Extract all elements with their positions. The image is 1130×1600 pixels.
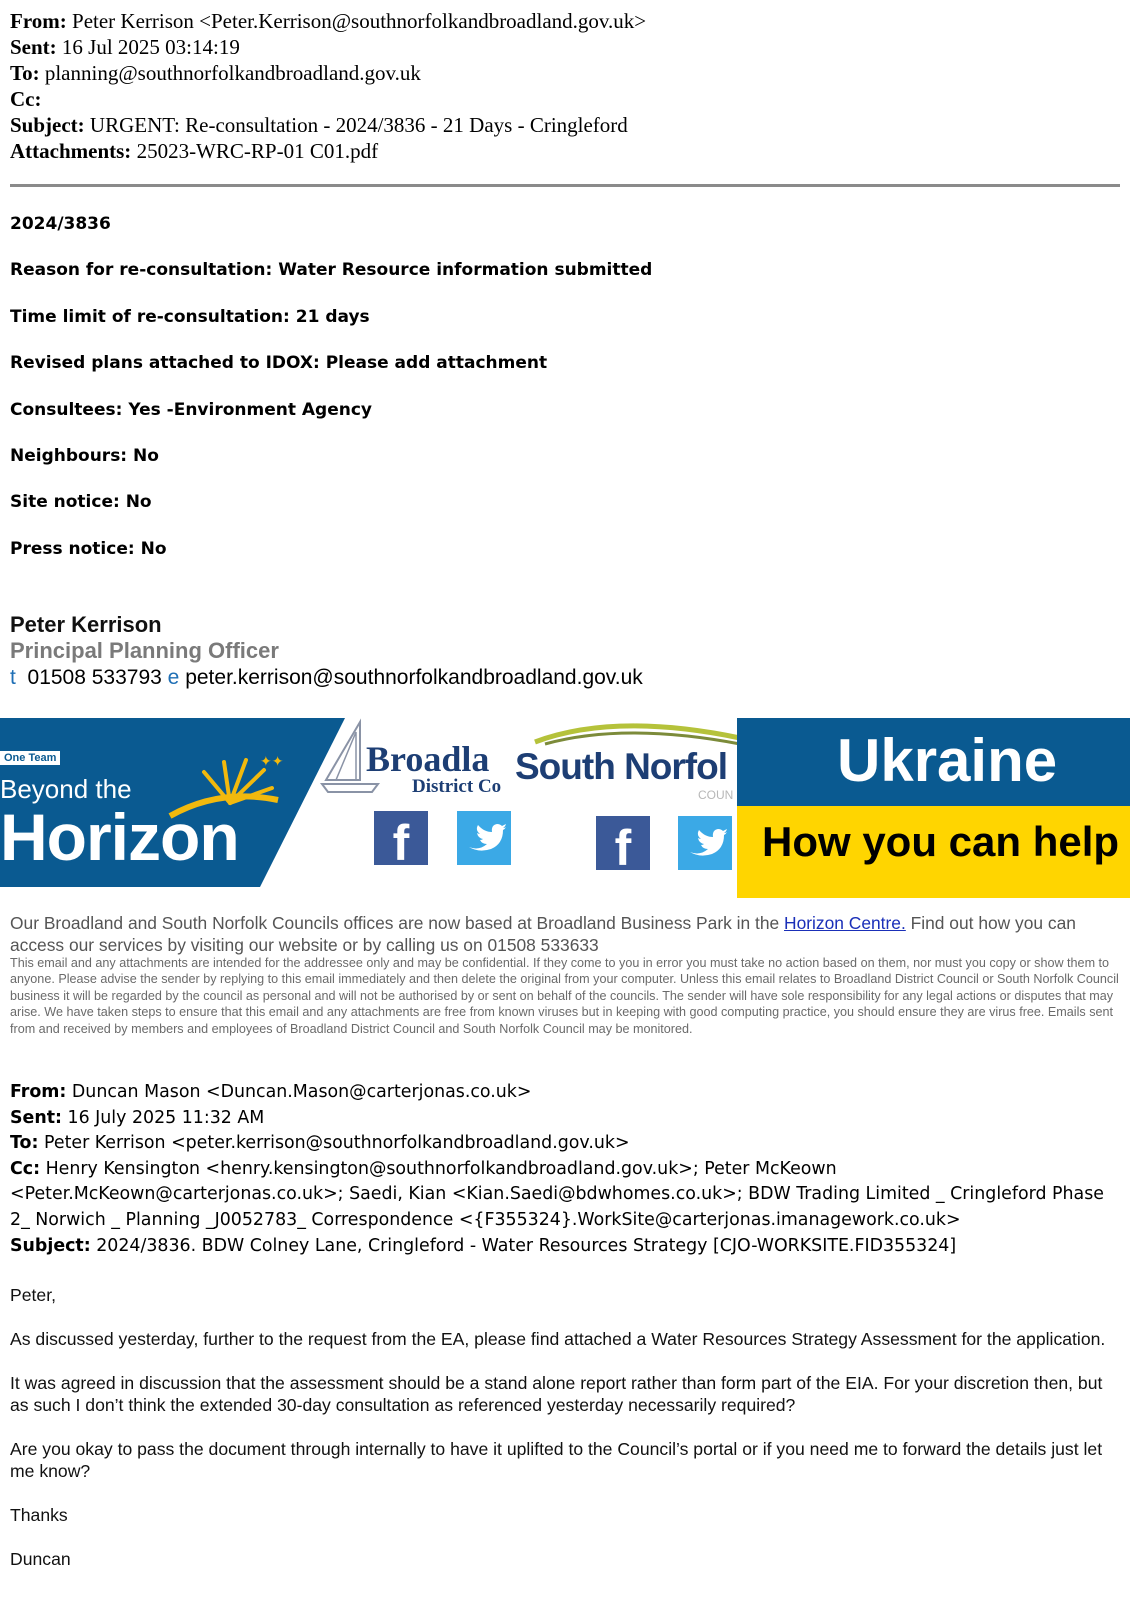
to-value[interactable]: planning@southnorfolkandbroadland.gov.uk	[44, 61, 421, 85]
to-row	[10, 60, 646, 86]
subject-row	[10, 1234, 1120, 1260]
email-signature	[10, 612, 643, 692]
broadland-wordmark: Broadla	[366, 739, 490, 779]
south-norfolk-subtitle: COUN	[698, 788, 734, 802]
south-norfolk-logo[interactable]	[515, 718, 740, 808]
from-value[interactable]: Duncan Mason <Duncan.Mason@carterjonas.co.uk>	[71, 1082, 532, 1102]
attachments-row	[10, 138, 646, 164]
phone-number[interactable]: 01508 533793	[27, 666, 162, 689]
signature-role: Principal Planning Officer	[10, 638, 279, 663]
time-limit-line: Time limit of re-consultation: 21 days	[10, 306, 370, 327]
broadland-subtitle: District Co	[412, 776, 502, 797]
press-notice-line: Press notice: No	[10, 538, 167, 559]
attachment-link[interactable]: 25023-WRC-RP-01 C01.pdf	[136, 139, 379, 163]
sent-row	[10, 1106, 1120, 1132]
paragraph-3: Are you okay to pass the document through internally to have it uplifted to the Council’s portal or if you need me to forward the details just let me know?	[10, 1439, 1103, 1481]
beyond-the-horizon-logo[interactable]	[0, 718, 345, 887]
subject-label: Subject:	[10, 113, 85, 137]
south-norfolk-wordmark: South Norfol	[515, 746, 728, 787]
south-norfolk-facebook-icon[interactable]: f	[596, 816, 650, 870]
cc-row	[10, 86, 646, 112]
from-row	[10, 1080, 1120, 1106]
svg-text:✦✦: ✦✦	[260, 753, 284, 769]
phone-label: t	[10, 666, 16, 689]
application-reference: 2024/3836	[10, 214, 111, 234]
subject-value: 2024/3836. BDW Colney Lane, Cringleford - Water Resources Strategy [CJO-WORKSITE.FID355324]	[96, 1235, 957, 1256]
reason-line: Reason for re-consultation: Water Resource information submitted	[10, 260, 653, 281]
subject-row	[10, 112, 646, 138]
email-header-primary	[10, 8, 646, 164]
notice-text-after: Find out how you can access our services by visiting our website or by calling us on 01508 533633	[10, 913, 1076, 955]
cc-label: Cc:	[10, 87, 42, 111]
to-value[interactable]: Peter Kerrison <peter.kerrison@southnorfolkandbroadland.gov.uk>	[44, 1133, 630, 1154]
swoosh-icon	[515, 718, 740, 748]
signature-email[interactable]: peter.kerrison@southnorfolkandbroadland.gov.uk	[185, 666, 643, 689]
to-label: To:	[10, 61, 40, 85]
consultation-details	[10, 213, 652, 584]
sent-label: Sent:	[10, 35, 57, 59]
email-header-forwarded	[10, 1080, 1120, 1259]
header-divider	[10, 184, 1120, 187]
sent-label: Sent:	[10, 1107, 62, 1128]
ukraine-subtitle: How you can help	[762, 818, 1120, 865]
horizon-centre-link[interactable]: Horizon Centre.	[784, 913, 906, 933]
broadland-logo[interactable]	[320, 718, 515, 798]
legal-disclaimer: This email and any attachments are intended for the addressee only and may be confidential. If they come to you in error you must take no action based on them, nor must you copy or show them to anyone. Please advise the sender by replying to this email immediately and then delete the original from your computer. Unless this email relates to Broadland District Council or South Norfolk Council business it will be regarded by the council as personal and will not be authorised by or sent on behalf of the councils. The sender will have sole responsibility for any legal actions or disputes that may arise. We have taken steps to ensure that this email and any attachments are free from known viruses but in keeping with good computing practice, you should ensure they are virus free. Emails sent from and received by members and employees of Broadland District Council and South Norfolk Council may be monitored.	[10, 956, 1119, 1036]
to-label: To:	[10, 1133, 39, 1154]
message-body	[10, 1284, 1120, 1592]
one-team-tag: One Team	[0, 751, 60, 765]
paragraph-1: As discussed yesterday, further to the request from the EA, please find attached a Water Resources Strategy Assessment for the application.	[10, 1329, 1106, 1349]
subject-value: URGENT: Re-consultation - 2024/3836 - 21 Days - Cringleford	[89, 113, 628, 137]
sent-value: 16 Jul 2025 03:14:19	[61, 35, 240, 59]
from-label: From:	[10, 9, 67, 33]
attachments-label: Attachments:	[10, 139, 132, 163]
council-banner	[0, 718, 1130, 898]
notice-text-before: Our Broadland and South Norfolk Councils offices are now based at Broadland Business Park in the	[10, 913, 785, 933]
subject-label: Subject:	[10, 1235, 91, 1256]
sent-value: 16 July 2025 11:32 AM	[67, 1107, 265, 1128]
ukraine-help-banner[interactable]	[737, 718, 1130, 898]
neighbours-line: Neighbours: No	[10, 445, 159, 466]
signature-contact	[10, 664, 643, 692]
from-value[interactable]: Peter Kerrison <Peter.Kerrison@southnorfolkandbroadland.gov.uk>	[72, 9, 647, 33]
greeting: Peter,	[10, 1285, 56, 1305]
signoff: Duncan	[10, 1549, 71, 1569]
to-row	[10, 1131, 1120, 1157]
thanks: Thanks	[10, 1505, 68, 1525]
from-label: From:	[10, 1082, 67, 1102]
signature-name: Peter Kerrison	[10, 612, 162, 637]
from-row	[10, 8, 646, 34]
consultees-line: Consultees: Yes -Environment Agency	[10, 399, 372, 420]
cc-value[interactable]: Henry Kensington <henry.kensington@southnorfolkandbroadland.gov.uk>; Peter McKeown <Peter.McKeown@carterjonas.co.uk>; Saedi, Kian <Kian.Saedi@bdwhomes.co.uk>; BDW Trading Limited _ Cringleford Phase 2_ Norwich _ Planning _J0052783_ Correspondence <{F355324}.WorkSite@carterjonas.imanagework.co.uk>	[10, 1158, 1104, 1230]
office-notice	[10, 912, 1120, 956]
paragraph-2: It was agreed in discussion that the assessment should be a stand alone report rather than form part of the EIA. For your discretion then, but as such I don’t think the extended 30-day consultation as referenced yesterday necessarily required?	[10, 1373, 1103, 1415]
banner-line-2: Horizon	[0, 800, 239, 874]
revised-plans-line: Revised plans attached to IDOX: Please add attachment	[10, 353, 548, 374]
banner-line-1: Beyond the	[0, 774, 132, 804]
broadland-facebook-icon[interactable]: f	[374, 811, 428, 865]
cc-row	[10, 1157, 1120, 1234]
cc-label: Cc:	[10, 1158, 41, 1179]
site-notice-line: Site notice: No	[10, 492, 152, 513]
ukraine-title: Ukraine	[837, 727, 1058, 794]
email-label: e	[167, 666, 180, 689]
broadland-twitter-icon[interactable]	[457, 811, 511, 865]
sent-row	[10, 34, 646, 60]
south-norfolk-twitter-icon[interactable]	[678, 816, 732, 870]
